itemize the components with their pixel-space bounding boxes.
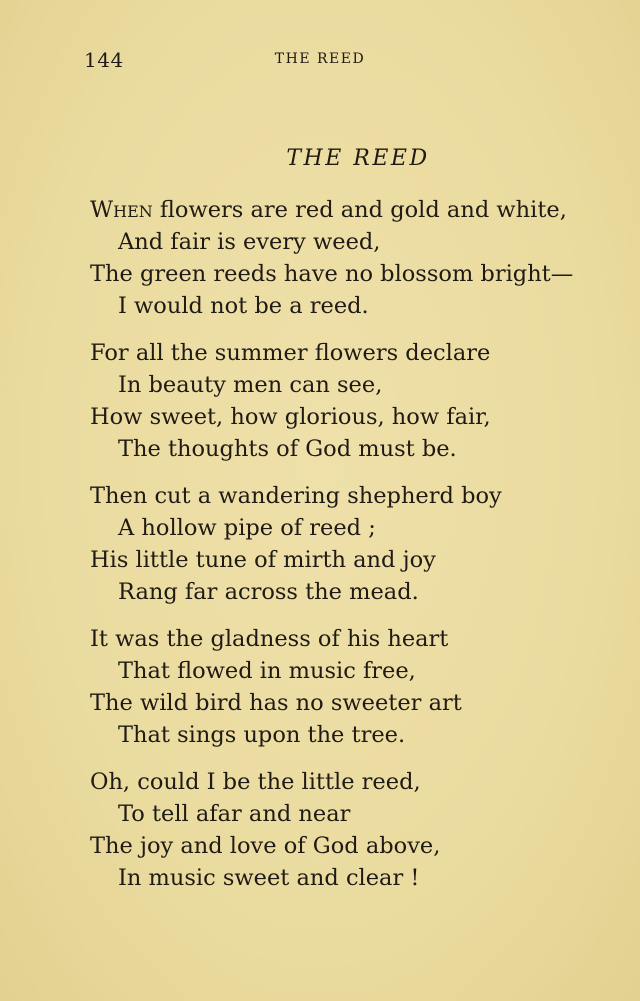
- poem-line: Oh, could I be the little reed,: [90, 769, 421, 795]
- poem-line: The thoughts of God must be.: [118, 436, 457, 462]
- poem-line: Rang far across the mead.: [118, 579, 419, 605]
- stanza-4: [90, 623, 620, 751]
- poem-line: That sings upon the tree.: [118, 722, 406, 748]
- stanza-5: [90, 766, 620, 894]
- stanza-3: [90, 480, 620, 608]
- poem-line: The green reeds have no blossom bright—: [90, 261, 574, 287]
- poem-line: [90, 194, 620, 226]
- poem-line: I would not be a reed.: [118, 293, 369, 319]
- poem-line: And fair is every weed,: [118, 229, 381, 255]
- poem-title: THE REED: [286, 146, 430, 171]
- page-header: [84, 48, 550, 72]
- stanza-1: [90, 194, 620, 322]
- stanza-2: [90, 337, 620, 465]
- poem-line: The joy and love of God above,: [90, 833, 441, 859]
- poem-line: His little tune of mirth and joy: [90, 547, 436, 573]
- first-word-smallcaps: When: [90, 197, 153, 223]
- running-head: THE REED: [274, 51, 366, 67]
- poem-line: That flowed in music free,: [118, 658, 416, 684]
- poem-line: A hollow pipe of reed ;: [118, 515, 376, 541]
- poem-line: The wild bird has no sweeter art: [90, 690, 462, 716]
- poem-line: For all the summer flowers declare: [90, 340, 491, 366]
- poem-line: Then cut a wandering shepherd boy: [90, 483, 502, 509]
- poem-body: [90, 194, 620, 909]
- poem-line: How sweet, how glorious, how fair,: [90, 404, 491, 430]
- poem-line: In beauty men can see,: [118, 372, 383, 398]
- poem-line: To tell afar and near: [118, 801, 351, 827]
- page-number: 144: [84, 48, 124, 72]
- first-line-rest: flowers are red and gold and white,: [152, 197, 567, 223]
- poem-line: In music sweet and clear !: [118, 865, 420, 891]
- poem-line: It was the gladness of his heart: [90, 626, 449, 652]
